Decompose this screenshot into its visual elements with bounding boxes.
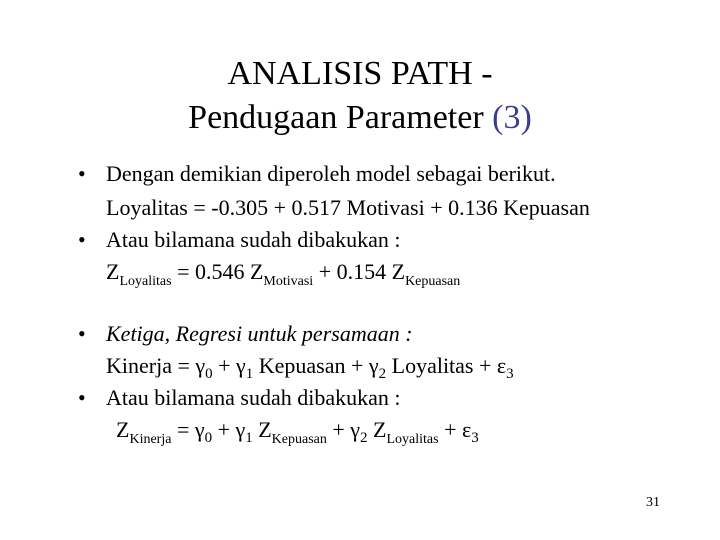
bullet-4-equation bbox=[116, 414, 479, 449]
eq-subscript: 0 bbox=[204, 430, 213, 446]
bullet-block-1 bbox=[78, 158, 698, 298]
bullet-1-line-2: Loyalitas = -0.305 + 0.517 Motivasi + 0.136 Kepuasan bbox=[106, 195, 590, 220]
eq-text: Z bbox=[116, 417, 130, 442]
eq-subscript: Loyalitas bbox=[386, 432, 439, 447]
bullet-marker: • bbox=[78, 321, 86, 346]
eq-subscript: 0 bbox=[205, 366, 213, 382]
title-number: (3) bbox=[492, 99, 532, 136]
bullet-3-line-1: Ketiga, Regresi untuk persamaan : bbox=[106, 321, 413, 346]
eq-subscript: Loyalitas bbox=[119, 274, 172, 289]
bullet-block-2 bbox=[78, 318, 698, 458]
eq-text: Kinerja = γ bbox=[106, 353, 206, 378]
eq-subscript: Kepuasan bbox=[405, 274, 461, 289]
page-number: 31 bbox=[646, 495, 660, 510]
eq-text: Z bbox=[367, 417, 387, 442]
eq-text: Z bbox=[252, 417, 272, 442]
bullet-marker: • bbox=[78, 227, 86, 252]
eq-subscript: 2 bbox=[378, 366, 387, 382]
eq-text: + 0.154 Z bbox=[313, 259, 406, 284]
eq-subscript: 1 bbox=[245, 430, 253, 446]
eq-subscript: Kinerja bbox=[129, 432, 172, 447]
title-line-1: ANALISIS PATH - bbox=[227, 55, 493, 92]
eq-subscript: 3 bbox=[471, 430, 479, 446]
eq-subscript: Kepuasan bbox=[271, 432, 327, 447]
bullet-1-line-1: Dengan demikian diperoleh model sebagai berikut. bbox=[106, 161, 556, 186]
slide-title bbox=[0, 52, 720, 140]
bullet-4-line-1: Atau bilamana sudah dibakukan : bbox=[106, 385, 401, 410]
eq-text: = 0.546 Z bbox=[171, 259, 264, 284]
eq-text: = γ bbox=[171, 417, 205, 442]
eq-subscript: 1 bbox=[245, 366, 254, 382]
eq-subscript: 3 bbox=[506, 366, 514, 382]
bullet-marker: • bbox=[78, 161, 86, 186]
eq-subscript: 2 bbox=[360, 430, 368, 446]
bullet-2-line-1: Atau bilamana sudah dibakukan : bbox=[106, 227, 401, 252]
bullet-2-equation bbox=[106, 256, 460, 291]
bullet-3-equation bbox=[106, 350, 514, 385]
eq-text: + γ bbox=[212, 417, 246, 442]
eq-text: Kepuasan + γ bbox=[253, 353, 379, 378]
eq-text: + ε bbox=[438, 417, 472, 442]
eq-text: + γ bbox=[326, 417, 361, 442]
title-line-2-text: Pendugaan Parameter bbox=[188, 99, 493, 136]
eq-text: + γ bbox=[212, 353, 246, 378]
eq-text: Z bbox=[106, 259, 120, 284]
bullet-marker: • bbox=[78, 385, 86, 410]
title-line-2 bbox=[0, 96, 720, 140]
eq-subscript: Motivasi bbox=[263, 274, 314, 289]
eq-text: Loyalitas + ε bbox=[386, 353, 507, 378]
